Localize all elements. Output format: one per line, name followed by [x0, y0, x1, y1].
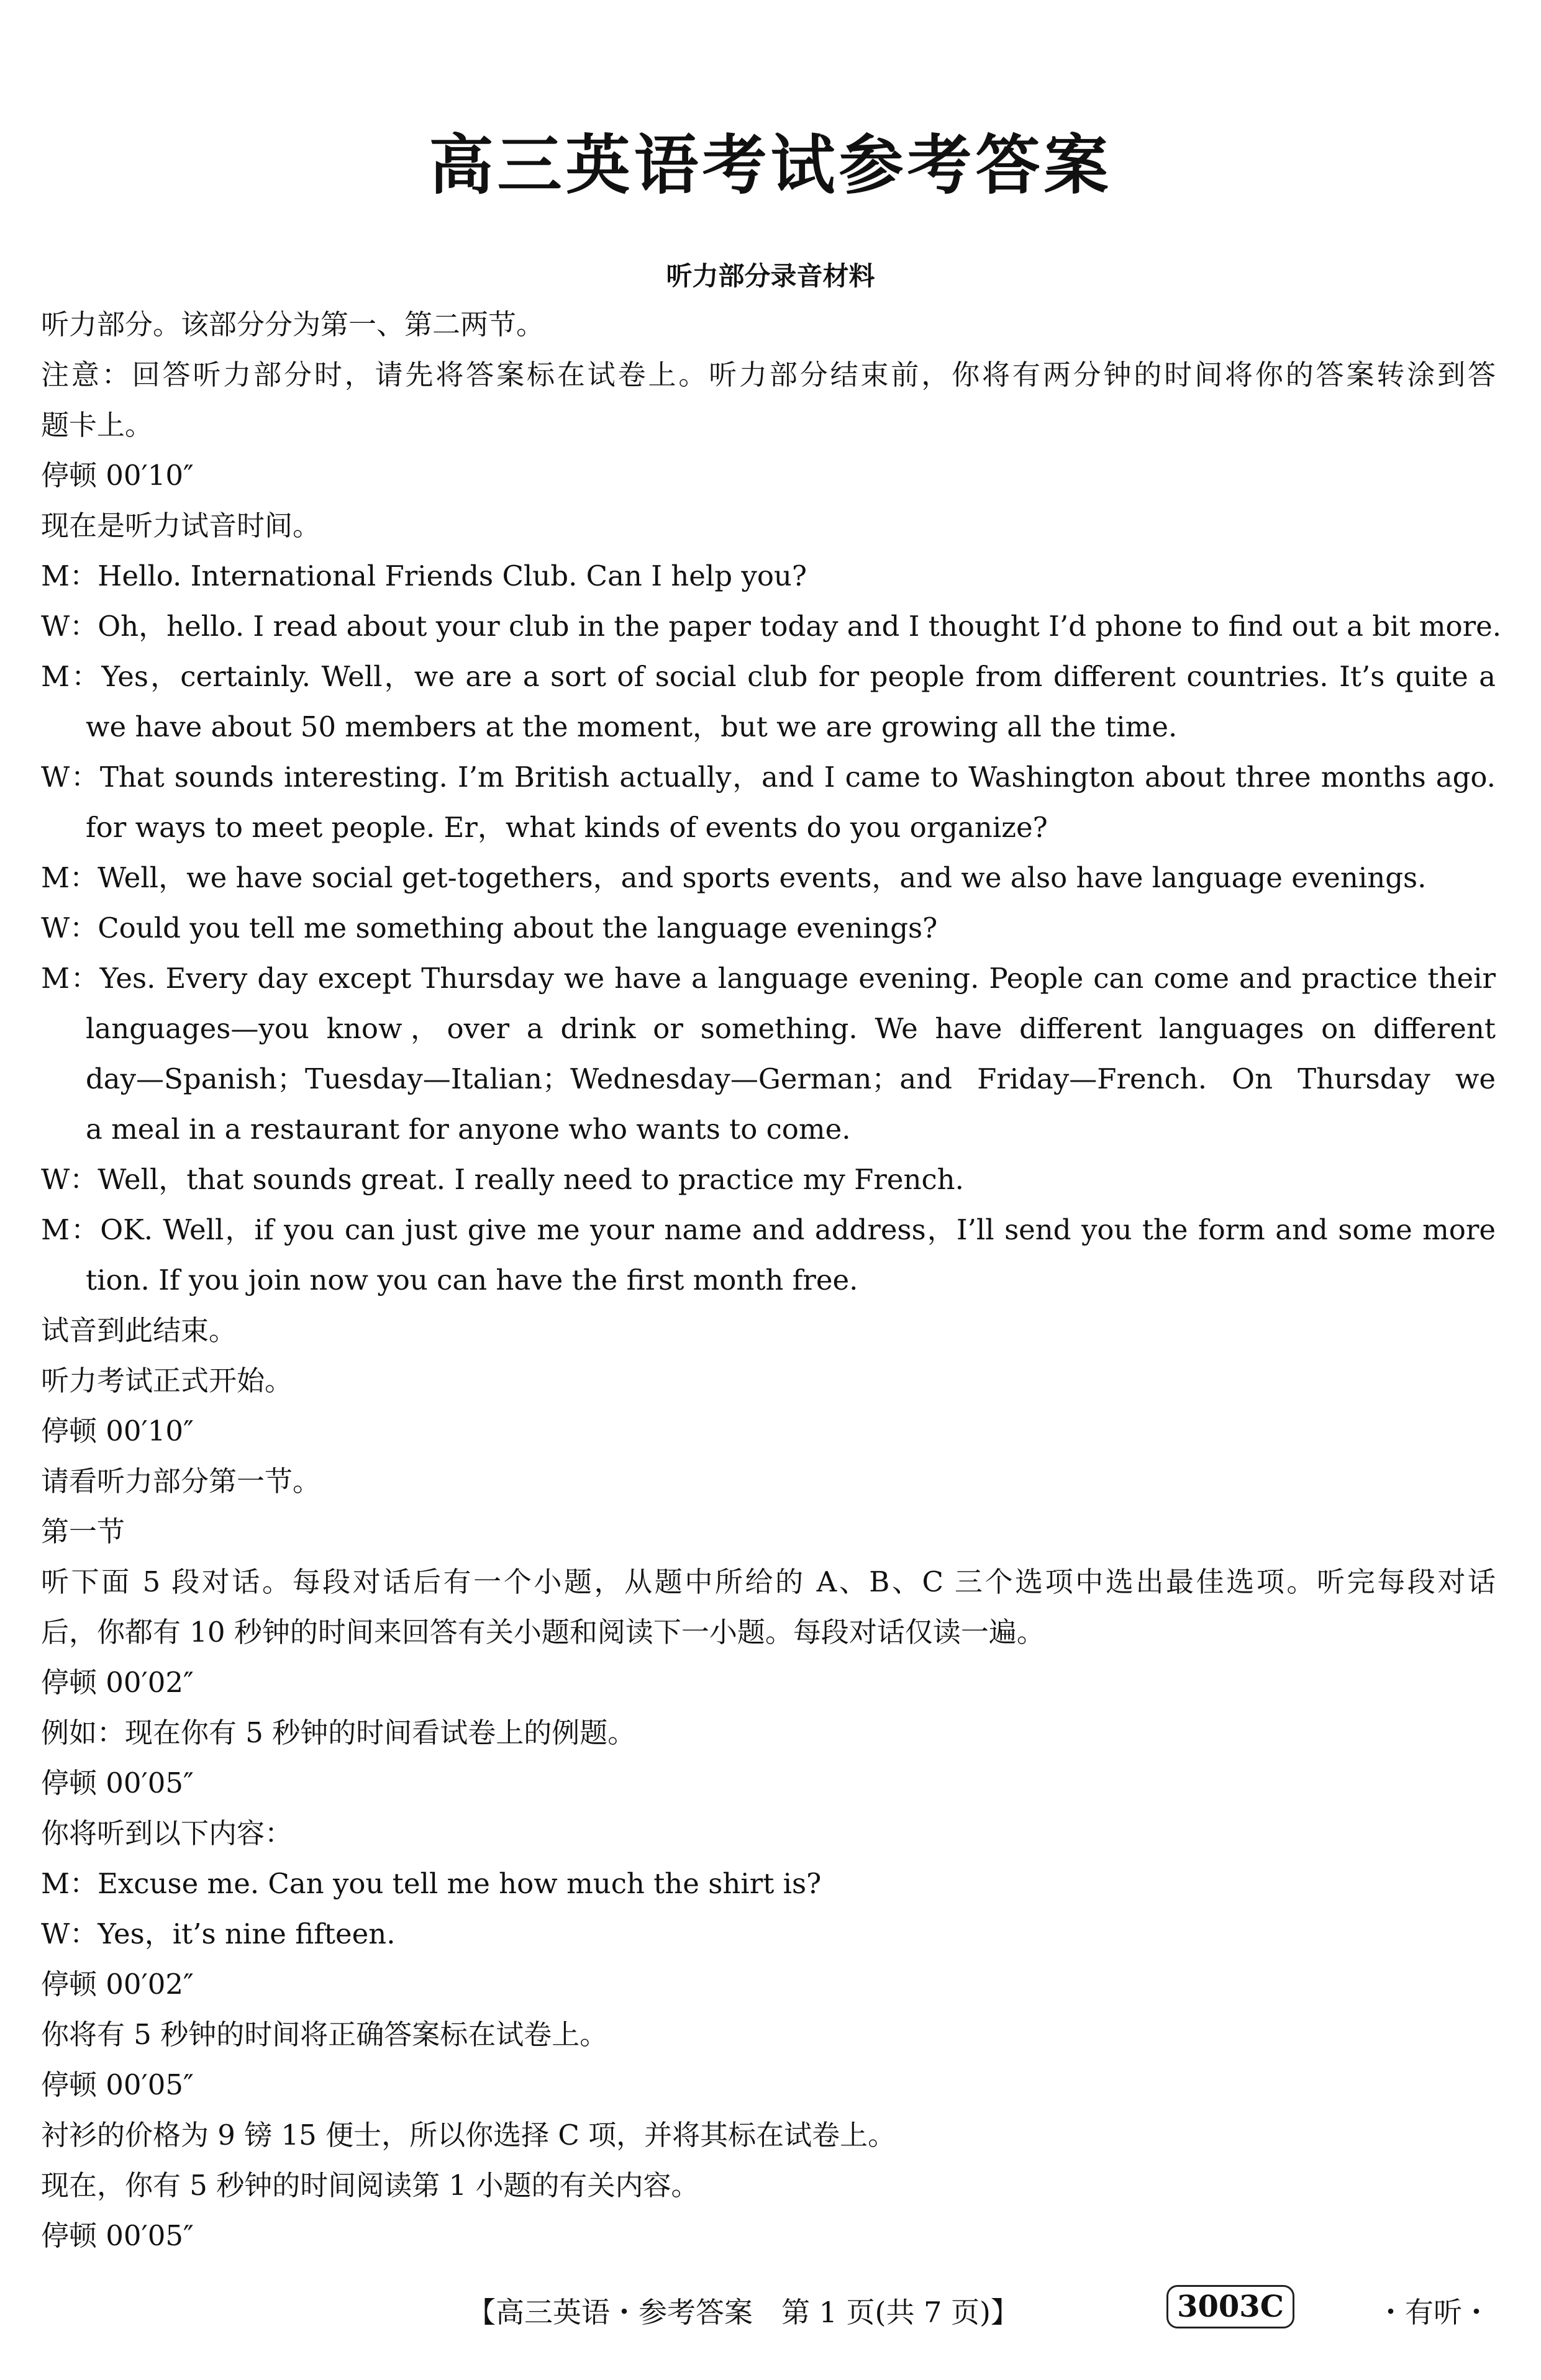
- transcript-line: W：Could you tell me something about the language evenings?: [41, 912, 938, 944]
- transcript-line: 听力部分。该部分分为第一、第二两节。: [41, 308, 545, 341]
- transcript-line: 衬衫的价格为 9 镑 15 便士，所以你选择 C 项，并将其标在试卷上。: [41, 2119, 896, 2152]
- footer-page-info: 【高三英语・参考答案 第 1 页(共 7 页)】: [467, 2296, 1019, 2329]
- transcript-line: 你将听到以下内容：: [41, 1817, 293, 1850]
- transcript-line: 听下面 5 段对话。每段对话后有一个小题，从题中所给的 A、B、C 三个选项中选出最佳选项。听完每段对话: [41, 1565, 1496, 1598]
- transcript-line: W：Oh，hello. I read about your club in the paper today and I thought I’d phone to find out a bit more.: [41, 610, 1502, 643]
- transcript-line: 第一节: [41, 1515, 125, 1548]
- transcript-line: 试音到此结束。: [41, 1314, 237, 1347]
- transcript-line: 停顿 00′02″: [41, 1666, 194, 1699]
- transcript-line: M：Yes，certainly. Well，we are a sort of social club for people from different countries. It’s quite a: [41, 660, 1496, 693]
- transcript-line: 停顿 00′10″: [41, 459, 194, 492]
- transcript-line: we have about 50 members at the moment，but we are growing all the time.: [86, 710, 1178, 743]
- transcript-body: [41, 299, 1502, 2261]
- transcript-line: day—Spanish；Tuesday—Italian；Wednesday—German；and Friday—French. On Thursday we: [86, 1062, 1496, 1095]
- transcript-line: 例如：现在你有 5 秒钟的时间看试卷上的例题。: [41, 1716, 636, 1749]
- transcript-line: 现在是听力试音时间。: [41, 509, 321, 542]
- transcript-line: W：Well，that sounds great. I really need to practice my French.: [41, 1163, 964, 1196]
- transcript-line: W：That sounds interesting. I’m British actually，and I came to Washington about three months ago.: [41, 761, 1496, 794]
- transcript-line: 注意：回答听力部分时，请先将答案标在试卷上。听力部分结束前，你将有两分钟的时间将你的答案转涂到答: [41, 358, 1496, 391]
- transcript-line: 停顿 00′10″: [41, 1414, 194, 1447]
- transcript-line: languages—you know，over a drink or something. We have different languages on different: [86, 1012, 1496, 1045]
- transcript-line: for ways to meet people. Er，what kinds of events do you organize?: [86, 811, 1048, 844]
- transcript-line: 后，你都有 10 秒钟的时间来回答有关小题和阅读下一小题。每段对话仅读一遍。: [41, 1616, 1045, 1649]
- transcript-line: 停顿 00′05″: [41, 2068, 194, 2101]
- transcript-line: W：Yes，it’s nine fifteen.: [41, 1917, 396, 1950]
- transcript-line: M：Excuse me. Can you tell me how much the shirt is?: [41, 1867, 822, 1900]
- footer-listening-mark: ・有听・: [1376, 2296, 1491, 2329]
- transcript-line: M：Yes. Every day except Thursday we have a language evening. People can come and practice their: [41, 962, 1496, 995]
- transcript-line: 你将有 5 秒钟的时间将正确答案标在试卷上。: [41, 2018, 608, 2051]
- transcript-line: M：Hello. International Friends Club. Can I help you?: [41, 559, 807, 592]
- page-title: 高三英语考试参考答案: [429, 127, 1112, 203]
- transcript-line: 停顿 00′05″: [41, 1767, 194, 1799]
- transcript-line: tion. If you join now you can have the first month free.: [86, 1264, 858, 1296]
- transcript-line: 听力考试正式开始。: [41, 1364, 293, 1397]
- page-footer: [0, 2283, 1541, 2338]
- transcript-line: a meal in a restaurant for anyone who wants to come.: [86, 1113, 851, 1146]
- transcript-line: 停顿 00′05″: [41, 2219, 194, 2252]
- transcript-line: M：OK. Well，if you can just give me your name and address，I’ll send you the form and some more: [41, 1213, 1496, 1246]
- transcript-line: 题卡上。: [41, 409, 153, 441]
- exam-code-badge: 3003C: [1166, 2285, 1294, 2328]
- transcript-line: M：Well，we have social get-togethers，and sports events，and we also have language evenings.: [41, 861, 1427, 894]
- transcript-line: 现在，你有 5 秒钟的时间阅读第 1 小题的有关内容。: [41, 2169, 699, 2202]
- transcript-line: 停顿 00′02″: [41, 1968, 194, 2001]
- transcript-line: 请看听力部分第一节。: [41, 1465, 321, 1498]
- section-subtitle: 听力部分录音材料: [666, 261, 875, 291]
